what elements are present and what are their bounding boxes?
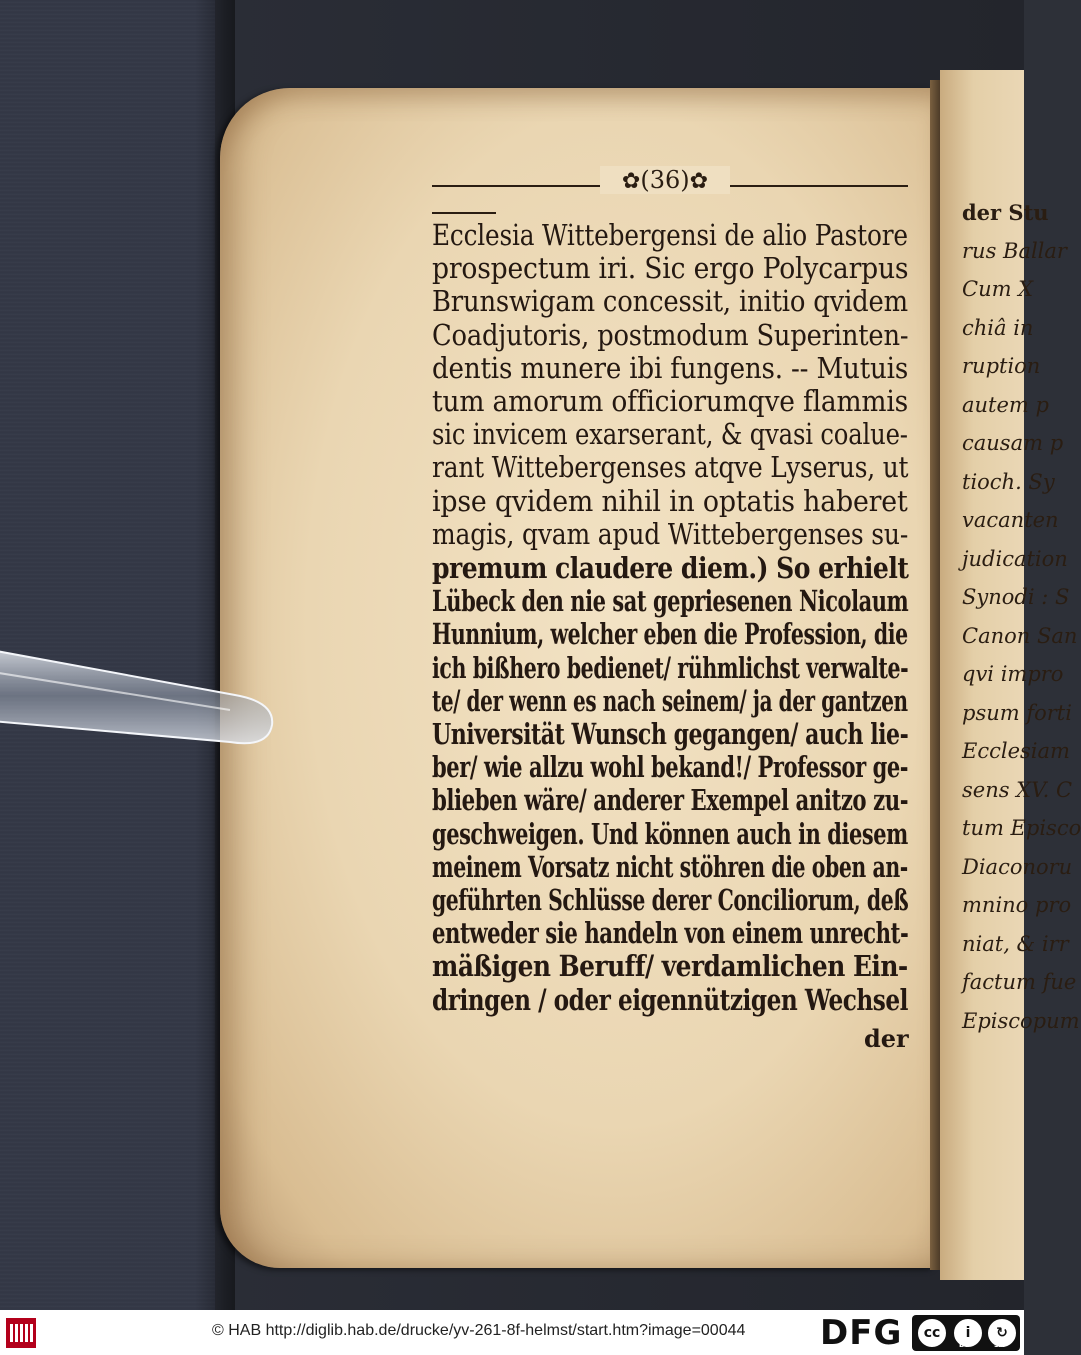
text-line: entweder sie handeln von einem unrecht- bbox=[432, 916, 909, 951]
facing-page-line: tum Episco bbox=[962, 816, 1081, 840]
cc-license-badge[interactable] bbox=[912, 1315, 1020, 1351]
text-line: premum claudere diem.) So erhielt bbox=[432, 551, 909, 585]
text-line: Ecclesia Wittebergensi de alio Pastore bbox=[432, 219, 908, 252]
opening-rule bbox=[432, 212, 496, 214]
text-line: te/ der wenn es nach seinem/ ja der gantzen bbox=[432, 683, 908, 718]
facing-page-line: Canon San bbox=[962, 623, 1078, 648]
text-line: Universität Wunsch gegangen/ auch lie- bbox=[432, 717, 909, 751]
facing-page-line: mnino pro bbox=[962, 893, 1072, 917]
facing-page-line: der Stu bbox=[962, 200, 1049, 225]
facing-page-line: judication bbox=[962, 546, 1068, 571]
text-line: Coadjutoris, postmodum Superinten- bbox=[432, 318, 909, 352]
page-number: ✿(36)✿ bbox=[600, 166, 730, 194]
footer-bar bbox=[0, 1310, 1024, 1355]
text-line: dentis munere ibi fungens. -- Mutuis bbox=[432, 351, 909, 385]
by-label: BY bbox=[959, 1341, 970, 1349]
catchword: der bbox=[864, 1024, 909, 1053]
text-line: ber/ wie allzu wohl bekand!/ Professor ge- bbox=[432, 750, 909, 785]
facing-page-line: factum fue bbox=[962, 970, 1077, 994]
text-line: Brunswigam concessit, initio qvidem bbox=[432, 285, 908, 319]
facing-page-line: niat, & irr bbox=[962, 931, 1069, 956]
source-url-link[interactable]: © HAB http://diglib.hab.de/drucke/yv-261-8f-helmst/start.htm?image=00044 bbox=[212, 1322, 746, 1339]
text-line: magis, qvam apud Wittebergenses su- bbox=[432, 517, 909, 551]
facing-page-line: rus Ballar bbox=[962, 238, 1067, 263]
rosette-ornament-icon: ✿ bbox=[689, 169, 709, 194]
text-line: blieben wäre/ anderer Exempel anitzo zu- bbox=[432, 783, 909, 818]
facing-page-line: psum forti bbox=[962, 700, 1072, 725]
text-line: ipse qvidem nihil in optatis haberet bbox=[432, 484, 908, 518]
library-logo-icon[interactable] bbox=[6, 1318, 36, 1348]
cc-icon: cc bbox=[916, 1317, 948, 1349]
text-line: tum amorum officiorumqve flammis bbox=[432, 385, 909, 418]
facing-page-line: vacanten bbox=[962, 508, 1059, 532]
sa-label: SA bbox=[994, 1341, 1005, 1349]
page-holder-clip bbox=[0, 640, 280, 750]
facing-page-line: tioch. Sy bbox=[962, 469, 1055, 494]
text-line: sic invicem exarserant, & qvasi coalue- bbox=[432, 418, 908, 452]
rosette-ornament-icon: ✿ bbox=[621, 169, 641, 194]
text-line: mäßigen Beruff/ verdamlichen Ein- bbox=[432, 949, 908, 984]
text-line: dringen / oder eigennützigen Wechsel bbox=[432, 982, 908, 1017]
facing-page-line: Synodi : S bbox=[962, 585, 1070, 609]
facing-page-line: Diaconoru bbox=[962, 854, 1073, 879]
facing-page-line: Episcopum bbox=[962, 1008, 1080, 1033]
facing-page bbox=[940, 70, 1081, 1280]
text-line: rant Wittebergenses atqve Lyserus, ut bbox=[432, 451, 909, 485]
text-line: Lübeck den nie sat gepriesenen Nicolaum bbox=[432, 584, 909, 619]
facing-page-line: Cum X bbox=[962, 277, 1034, 301]
facing-page-line: chiâ in bbox=[962, 315, 1034, 340]
page-number-value: 36 bbox=[649, 166, 681, 194]
text-line: prospectum iri. Sic ergo Polycarpus bbox=[432, 252, 909, 286]
facing-page-line: causam p bbox=[962, 431, 1064, 455]
dfg-logo[interactable]: DFG bbox=[820, 1313, 903, 1353]
text-line: geführten Schlüsse derer Conciliorum, deß bbox=[432, 883, 909, 917]
facing-page-line: Ecclesiam bbox=[962, 739, 1070, 763]
text-line: ich bißhero bedienet/ rühmlichst verwalte- bbox=[432, 650, 909, 685]
facing-page-line: sens XV. C bbox=[962, 777, 1073, 802]
text-line: Hunnium, welcher eben die Profession, die bbox=[432, 617, 908, 652]
attribution-icon: i bbox=[952, 1317, 984, 1349]
text-line: geschweigen. Und können auch in diesem bbox=[432, 816, 908, 851]
facing-page-line: autem p bbox=[962, 392, 1049, 417]
share-alike-icon: ↻ bbox=[986, 1317, 1018, 1349]
facing-page-line: qvi impro bbox=[962, 662, 1064, 686]
text-line: meinem Vorsatz nicht stöhren die oben an- bbox=[432, 849, 908, 884]
facing-page-line: ruption bbox=[962, 354, 1041, 378]
